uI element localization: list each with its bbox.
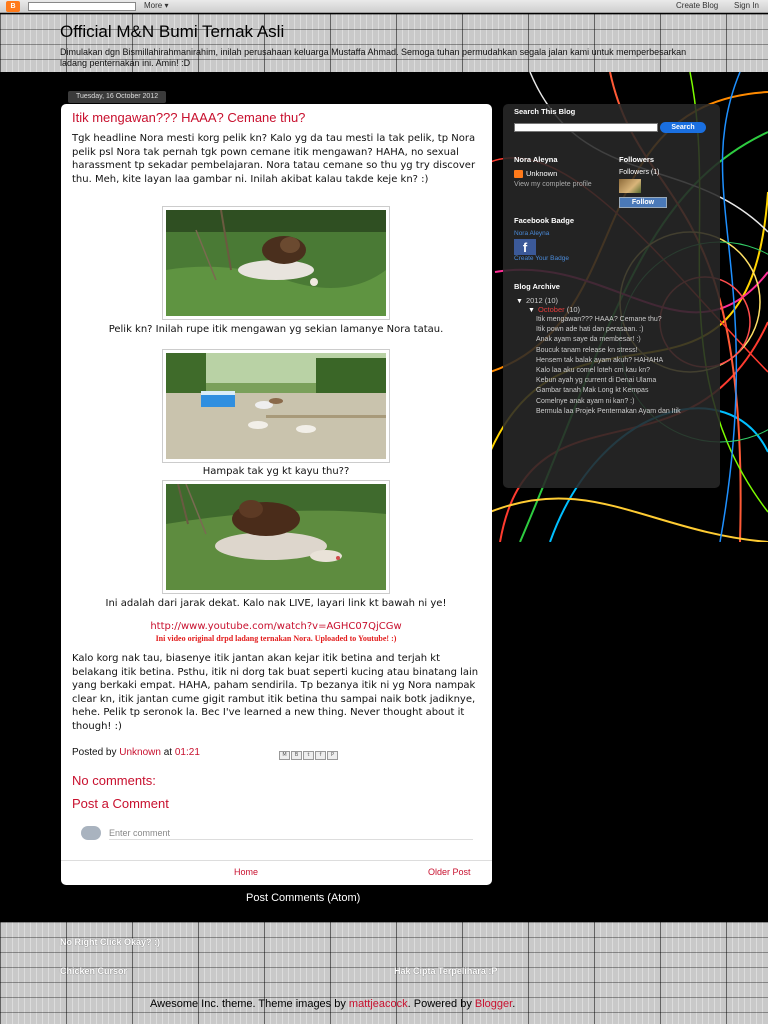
post-panel <box>61 104 492 885</box>
commenter-avatar-icon <box>81 826 101 840</box>
blogger-profile-icon <box>514 170 523 178</box>
blogger-navbar <box>0 0 768 13</box>
chicken-cursor-text: Chicken Cursor <box>60 966 128 976</box>
navbar-more-menu[interactable]: More ▾ <box>144 1 169 10</box>
archive-post-link[interactable]: Boucuk tanam release kn stress! <box>536 346 638 354</box>
photo-close-up-image <box>166 484 386 590</box>
post-comment-heading: Post a Comment <box>72 796 169 811</box>
profile-name-link[interactable]: Unknown <box>526 169 558 178</box>
archive-post-link[interactable]: Kalo laa aku comel loteh cm kau kn? <box>536 366 651 374</box>
post-photo-ducks-mating[interactable] <box>162 206 390 320</box>
archive-post-list <box>536 316 714 418</box>
email-share-icon[interactable]: M <box>279 751 290 760</box>
blog-archive-heading: Blog Archive <box>514 282 560 291</box>
search-heading: Search This Blog <box>514 107 576 116</box>
post-photo-yard[interactable] <box>162 349 390 463</box>
at-label: at <box>163 747 173 758</box>
create-blog-link[interactable]: Create Blog <box>676 1 719 10</box>
archive-post-link[interactable]: Itik pown ade hati dan perasaan. :) <box>536 326 644 334</box>
archive-year-toggle[interactable] <box>516 296 558 305</box>
archive-year[interactable]: 2012 <box>525 296 543 305</box>
post-intro-text: Tgk headline Nora mesti korg pelik kn? Kalo yg da tau mesti la tak pelik, tp Nora pelik psl Nora tak pernah tgk pown cemane itik mengawan? HAHA, no sexual harassment tp sekadar pembelajaran. Nora tatau cemane so thu yg try discover thu. Meh, kite layan laa gambar ni. Inilah akibat kalau takde keje kn? :) <box>72 133 476 185</box>
archive-month-count: (10) <box>566 305 581 314</box>
navbar-search-input[interactable] <box>28 2 136 11</box>
photo1-caption: Pelik kn? Inilah rupe itik mengawan yg sekian lamanye Nora tatau. <box>108 324 444 335</box>
home-link[interactable]: Home <box>234 867 259 877</box>
copyright-text: Hak Cipta Terpelihara :P <box>394 966 498 976</box>
posted-by-label: Posted by <box>72 747 117 758</box>
pinterest-share-icon[interactable]: P <box>327 751 338 760</box>
post-body-text: Kalo korg nak tau, biasenye itik jantan akan kejar itik betina and terjah kt belakang itik betina. Psthu, itik ni dorg tak buat seperti kucing atau binatang lain yang berkaki empat. HAHA, paham sendirila. Tp bezanya itik ni yg Nora nampak clear kn, itik jantan cume gigit rambut itik betina thu sampai naik botk jadiknye, hehe. Pelik tp seronok la. Bec I've learned a new thing. Never thought about it though! :) <box>72 653 479 732</box>
youtube-link[interactable]: http://www.youtube.com/watch?v=AGHC07QjCGw <box>150 621 402 632</box>
archive-post-link[interactable]: Itik mengawan??? HAAA? Cemane thu? <box>536 316 662 323</box>
post-photo-close-up[interactable] <box>162 480 390 594</box>
no-right-click-text: No Right Click Okay? :) <box>60 937 161 947</box>
share-buttons <box>279 751 338 760</box>
followers-heading: Followers <box>619 155 655 164</box>
blog-title[interactable]: Official M&N Bumi Ternak Asli <box>60 22 285 41</box>
post-time-link[interactable]: 01:21 <box>174 747 200 758</box>
sidebar <box>503 104 720 488</box>
blogger-link[interactable]: Blogger <box>474 998 513 1010</box>
archive-post-link[interactable]: Comelnye anak ayam ni kan? :) <box>536 397 635 405</box>
facebook-badge-heading: Facebook Badge <box>514 216 575 225</box>
profile-heading: Nora Aleyna <box>514 155 558 164</box>
blogthis-share-icon[interactable]: B <box>291 751 302 760</box>
post-live-text: Ini adalah dari jarak dekat. Kalo nak LIVE, layari link kt bawah ni ye! <box>105 598 447 609</box>
archive-post-link[interactable]: Gambar tanah Mak Long kt Kempas <box>536 387 649 395</box>
followers-count: Followers (1) <box>619 169 660 176</box>
blog-search-input[interactable] <box>514 123 658 132</box>
sign-in-link[interactable]: Sign In <box>734 1 759 10</box>
blog-description: Dimulakan dgn Bismillahirahmanirahim, inilah perusahaan keluarga Mustaffa Ahmad. Semoga tuhan permudahkan segala jalan kami untuk memperbesarkan ladang penternakan ini. Amin! :D <box>60 47 687 68</box>
theme-attribution <box>150 998 515 1010</box>
view-profile-link[interactable]: View my complete profile <box>514 181 592 188</box>
archive-year-count: (10) <box>544 296 559 305</box>
attribution-prefix: Awesome Inc. theme. Theme images by <box>150 998 346 1010</box>
archive-post-link[interactable]: Bermula laa Projek Penternakan Ayam dan Itik <box>536 407 681 415</box>
facebook-share-icon[interactable]: f <box>315 751 326 760</box>
search-button[interactable]: Search <box>660 122 706 133</box>
expand-triangle-icon[interactable]: ▼ <box>516 298 523 305</box>
comment-input[interactable]: Enter comment <box>109 826 473 840</box>
archive-post-link[interactable]: Kebun ayah yg current di Denai Ulama <box>536 377 657 385</box>
facebook-name-link[interactable]: Nora Aleyna <box>514 230 550 237</box>
attribution-mid: . Powered by <box>407 998 472 1010</box>
create-badge-link[interactable]: Create Your Badge <box>514 255 569 262</box>
blogger-logo-icon[interactable]: B <box>6 1 20 12</box>
photo2-caption: Hampak tak yg kt kayu thu?? <box>202 466 350 477</box>
twitter-share-icon[interactable]: t <box>303 751 314 760</box>
follower-avatar[interactable] <box>619 179 641 193</box>
attribution-end: . <box>512 998 516 1010</box>
youtube-note: Ini video original drpd ladang ternakan Nora. Uploaded to Youtube! :) <box>155 634 397 643</box>
older-post-link[interactable]: Older Post <box>428 867 471 877</box>
archive-post-link[interactable]: Hensem tak balak ayam akuh? HAHAHA <box>536 356 664 364</box>
archive-post-link[interactable]: Anak ayam saye da membesar! :) <box>536 336 641 344</box>
archive-month[interactable]: October <box>537 305 565 314</box>
no-comments-heading: No comments: <box>72 773 156 788</box>
photo-yard-image <box>166 353 386 459</box>
author-link[interactable]: Unknown <box>119 747 161 758</box>
follow-button[interactable]: Follow <box>619 197 667 208</box>
archive-month-toggle[interactable] <box>528 305 580 314</box>
facebook-icon[interactable]: f <box>514 239 536 255</box>
post-footer-byline <box>72 747 200 758</box>
pager-divider <box>61 860 492 861</box>
post-date-header: Tuesday, 16 October 2012 <box>68 91 166 103</box>
expand-triangle-icon[interactable]: ▼ <box>528 307 535 314</box>
post-title[interactable]: Itik mengawan??? HAAA? Cemane thu? <box>72 110 306 125</box>
photo-ducks-mating-image <box>166 210 386 316</box>
post-comments-atom-link[interactable]: Post Comments (Atom) <box>246 892 361 904</box>
theme-author-link[interactable]: mattjeacock <box>348 998 408 1010</box>
